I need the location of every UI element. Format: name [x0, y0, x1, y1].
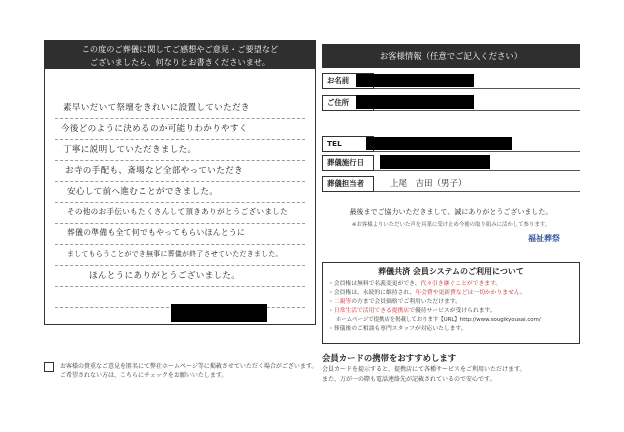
field-label: 葬儀施行日 [322, 155, 374, 171]
handwriting-line: ましてもらうことができ無事に葬儀が終了させていただきました。 [67, 250, 283, 258]
customer-info-header: お客様情報（任意でご記入ください） [322, 44, 580, 68]
field-underline [374, 110, 580, 111]
membership-item: ・葬儀後のご相談も専門スタッフが対応いたします。 [328, 326, 467, 332]
card-text: また、万が一の際も電話連絡先が記載されているので安心です。 [322, 376, 496, 383]
membership-text: ・会員権は、永続的に維持され、 [328, 290, 416, 296]
handwriting-line: 葬儀の準備も全て何でもやってもらいほんとうに [67, 228, 246, 237]
publish-optout-checkbox[interactable] [44, 362, 54, 372]
field-underline [374, 170, 580, 171]
ruled-line [55, 244, 305, 245]
field-label: ご住所 [322, 95, 374, 111]
membership-item [328, 307, 496, 316]
field-label: TEL [322, 136, 374, 152]
ruled-line [55, 286, 305, 287]
staff-name-handwriting: 上尾 吉田（男子） [390, 179, 467, 189]
membership-item [328, 289, 526, 298]
field-underline [374, 88, 580, 89]
feedback-writing-area [44, 69, 316, 325]
feedback-header-line1: この度のご葬儀に関してご感想やご意見・ご要望など [81, 44, 279, 54]
redaction-bar [356, 74, 474, 87]
membership-text: ・ [328, 308, 334, 314]
membership-url-line: ホームページで提携店を掲載しております【URL】http://www.sougikyousai.com/ [336, 317, 541, 323]
membership-text: の方まで会員価格でご利用いただけます。 [351, 299, 461, 305]
membership-title: 葬儀共済 会員システムのご利用について [378, 267, 524, 276]
ruled-line [55, 139, 305, 140]
redaction-bar [171, 304, 267, 322]
thanks-message: 最後までご協力いただきまして、誠にありがとうございました。 [349, 208, 553, 216]
membership-text: ・会員権は無料で名義変更ができ、 [328, 281, 421, 287]
company-logo: 福祉葬祭 [528, 233, 560, 243]
handwriting-line: 丁寧に説明していただきました。 [63, 145, 197, 155]
membership-text: で優待サービスが受けられます。 [409, 308, 496, 314]
card-title: 会員カードの携帯をおすすめします [322, 353, 457, 363]
field-underline [374, 191, 580, 192]
membership-highlight: 代々引き継ぐことができます。 [420, 281, 502, 287]
ruled-line [55, 223, 305, 224]
redaction-bar [366, 137, 512, 150]
ruled-line [55, 118, 305, 119]
card-text: 会員カードを提示すると、提携店にて各種サービスをご利用いただけます。 [322, 366, 526, 373]
membership-highlight: 日常生活で活用できる提携店 [333, 308, 410, 314]
membership-highlight: 年会費や更新費などは一切かかりません。 [415, 290, 526, 296]
feedback-header [44, 40, 316, 69]
ruled-line [55, 181, 305, 182]
membership-text: ・ [328, 299, 334, 305]
field-label: 葬儀担当者 [322, 176, 374, 192]
handwriting-line: 安心して前へ進むことができました。 [67, 187, 219, 197]
handwriting-line: その他のお手伝いもたくさんして頂きありがとうございました [67, 207, 289, 216]
ruled-line [55, 265, 305, 266]
redaction-bar [380, 155, 490, 169]
membership-highlight: 二親等 [333, 299, 352, 305]
handwriting-line: お寺の手配も、斎場など全部やっていただき [65, 166, 243, 176]
handwriting-line: ほんとうにありがとうございました。 [89, 271, 241, 281]
redaction-bar [356, 95, 474, 109]
membership-item [328, 280, 501, 289]
membership-item [328, 298, 461, 307]
ruled-line [55, 160, 305, 161]
ruled-line [55, 202, 305, 203]
field-label: お名前 [322, 73, 374, 89]
feedback-header-line2: ございましたら、何なりとお書きくださいませ。 [90, 57, 270, 67]
field-underline [374, 151, 580, 152]
handwriting-line: 今後どのように決めるのか可能りわかりやすく [61, 124, 248, 134]
handwriting-line: 素早いだいて祭壇をきれいに設置していただき [63, 103, 250, 113]
thanks-note: ※お客様よりいただいた声を具業に受け止め今後の取り組みに活かして参ります。 [351, 222, 551, 228]
publish-consent-text: お客様の貴重なご意見を匿名にて弊社ホームページ等に掲載させていただく場合がございます。ご希望されない方は、こちらにチェックをお願いいたします。 [60, 363, 318, 379]
